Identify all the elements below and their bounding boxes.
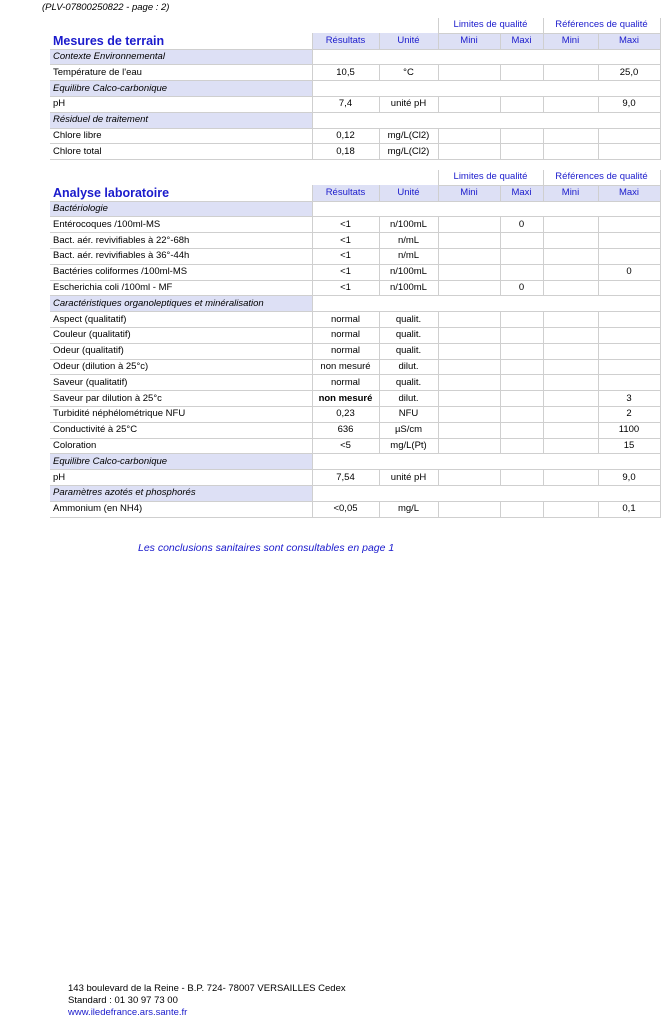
reference-maxi-value xyxy=(598,217,660,233)
table-row xyxy=(50,217,660,233)
section-filler xyxy=(312,485,660,501)
limite-mini-value xyxy=(438,144,500,160)
limite-mini-value xyxy=(438,96,500,112)
table-row xyxy=(50,422,660,438)
section-header-row xyxy=(50,201,660,217)
result-value: 0,12 xyxy=(312,128,379,144)
unit-value: n/mL xyxy=(379,248,438,264)
reference-mini-value xyxy=(543,501,598,517)
parameter-label: Bact. aér. revivifiables à 36°-44h xyxy=(50,248,312,264)
parameter-label: Couleur (qualitatif) xyxy=(50,327,312,343)
title-row xyxy=(50,33,660,49)
unit-value: °C xyxy=(379,65,438,81)
header-spacer xyxy=(50,170,312,185)
limite-maxi-value xyxy=(500,501,543,517)
unit-value: qualit. xyxy=(379,375,438,391)
references-header: Références de qualité xyxy=(543,170,660,185)
section-filler xyxy=(312,454,660,470)
references-header: Références de qualité xyxy=(543,18,660,33)
unit-value: mg/L(Pt) xyxy=(379,438,438,454)
limite-maxi-header: Maxi xyxy=(500,185,543,201)
result-value: <1 xyxy=(312,248,379,264)
limite-maxi-value xyxy=(500,422,543,438)
result-value: normal xyxy=(312,343,379,359)
section-filler xyxy=(312,296,660,312)
limite-mini-value xyxy=(438,312,500,328)
section-filler xyxy=(312,49,660,65)
limite-mini-value xyxy=(438,264,500,280)
quality-header-row xyxy=(50,18,660,33)
table-row xyxy=(50,470,660,486)
parameter-label: Odeur (dilution à 25°c) xyxy=(50,359,312,375)
reference-maxi-value xyxy=(598,280,660,296)
limite-maxi-value xyxy=(500,248,543,264)
reference-mini-header: Mini xyxy=(543,33,598,49)
parameter-label: Turbidité néphélométrique NFU xyxy=(50,406,312,422)
reference-maxi-value: 1100 xyxy=(598,422,660,438)
unit-value: NFU xyxy=(379,406,438,422)
quality-header-row xyxy=(50,170,660,185)
table-row xyxy=(50,128,660,144)
section-header-row xyxy=(50,81,660,97)
result-value: <1 xyxy=(312,280,379,296)
result-value: 7,54 xyxy=(312,470,379,486)
reference-mini-value xyxy=(543,470,598,486)
section-header-row xyxy=(50,485,660,501)
section-header-row xyxy=(50,49,660,65)
limite-mini-value xyxy=(438,470,500,486)
reference-mini-value xyxy=(543,312,598,328)
unit-value: n/100mL xyxy=(379,264,438,280)
section-title: Analyse laboratoire xyxy=(50,185,312,201)
result-value: <1 xyxy=(312,264,379,280)
reference-maxi-value xyxy=(598,233,660,249)
reference-maxi-header: Maxi xyxy=(598,33,660,49)
reference-mini-value xyxy=(543,217,598,233)
reference-mini-value xyxy=(543,280,598,296)
unit-value: dilut. xyxy=(379,391,438,407)
limite-mini-value xyxy=(438,128,500,144)
footer-address: 143 boulevard de la Reine - B.P. 724- 78007 VERSAILLES Cedex xyxy=(68,983,346,994)
reference-mini-value xyxy=(543,391,598,407)
result-value: 7,4 xyxy=(312,96,379,112)
reference-maxi-value: 0 xyxy=(598,264,660,280)
unit-value: qualit. xyxy=(379,343,438,359)
unit-value: qualit. xyxy=(379,312,438,328)
footer xyxy=(68,983,346,1019)
limite-mini-value xyxy=(438,343,500,359)
limite-maxi-value xyxy=(500,327,543,343)
parameter-label: pH xyxy=(50,96,312,112)
reference-maxi-value: 9,0 xyxy=(598,470,660,486)
reference-maxi-value: 3 xyxy=(598,391,660,407)
limite-mini-value xyxy=(438,217,500,233)
limite-mini-header: Mini xyxy=(438,185,500,201)
parameter-label: pH xyxy=(50,470,312,486)
result-value: normal xyxy=(312,312,379,328)
section-header-row xyxy=(50,296,660,312)
labo-table xyxy=(50,170,661,518)
reference-maxi-value xyxy=(598,248,660,264)
limite-mini-value xyxy=(438,501,500,517)
terrain-table xyxy=(50,18,661,160)
limites-header: Limites de qualité xyxy=(438,18,543,33)
result-value: non mesuré xyxy=(312,391,379,407)
reference-maxi-value: 0,1 xyxy=(598,501,660,517)
result-value: 0,23 xyxy=(312,406,379,422)
section-title: Mesures de terrain xyxy=(50,33,312,49)
limite-mini-value xyxy=(438,406,500,422)
section-header-row xyxy=(50,454,660,470)
table-row xyxy=(50,144,660,160)
limite-maxi-value: 0 xyxy=(500,280,543,296)
limite-mini-value xyxy=(438,391,500,407)
result-value: normal xyxy=(312,327,379,343)
unit-value: mg/L xyxy=(379,501,438,517)
parameter-label: Chlore libre xyxy=(50,128,312,144)
unit-value: n/100mL xyxy=(379,280,438,296)
footer-website-link[interactable]: www.iledefrance.ars.sante.fr xyxy=(68,1007,188,1018)
parameter-label: Ammonium (en NH4) xyxy=(50,501,312,517)
reference-mini-value xyxy=(543,406,598,422)
header-spacer xyxy=(50,18,312,33)
reference-maxi-value xyxy=(598,343,660,359)
reference-mini-value xyxy=(543,233,598,249)
limite-maxi-value xyxy=(500,264,543,280)
result-value: non mesuré xyxy=(312,359,379,375)
limite-maxi-value xyxy=(500,438,543,454)
table-row xyxy=(50,65,660,81)
table-row xyxy=(50,233,660,249)
page-reference: (PLV-07800250822 - page : 2) xyxy=(42,2,170,13)
reference-mini-value xyxy=(543,144,598,160)
limite-mini-value xyxy=(438,375,500,391)
table-row xyxy=(50,375,660,391)
limite-mini-value xyxy=(438,233,500,249)
unit-value: qualit. xyxy=(379,327,438,343)
limite-maxi-value xyxy=(500,391,543,407)
limite-mini-value xyxy=(438,327,500,343)
parameter-label: Aspect (qualitatif) xyxy=(50,312,312,328)
table-row xyxy=(50,359,660,375)
table-row xyxy=(50,312,660,328)
table-row xyxy=(50,327,660,343)
limite-mini-value xyxy=(438,65,500,81)
section-name: Contexte Environnemental xyxy=(50,49,312,65)
parameter-label: Escherichia coli /100ml - MF xyxy=(50,280,312,296)
section-filler xyxy=(312,81,660,97)
limite-maxi-value xyxy=(500,96,543,112)
reference-maxi-value: 2 xyxy=(598,406,660,422)
section-name: Paramètres azotés et phosphorés xyxy=(50,485,312,501)
section-name: Caractéristiques organoleptiques et minéralisation xyxy=(50,296,312,312)
limite-maxi-value: 0 xyxy=(500,217,543,233)
reference-mini-value xyxy=(543,327,598,343)
limite-maxi-value xyxy=(500,144,543,160)
table-row xyxy=(50,406,660,422)
reference-mini-value xyxy=(543,248,598,264)
limite-maxi-value xyxy=(500,406,543,422)
conclusion-note: Les conclusions sanitaires sont consultables en page 1 xyxy=(138,542,395,554)
table-row xyxy=(50,96,660,112)
reference-mini-value xyxy=(543,65,598,81)
reference-mini-value xyxy=(543,128,598,144)
limite-maxi-value xyxy=(500,128,543,144)
result-value: <1 xyxy=(312,217,379,233)
limite-maxi-value xyxy=(500,343,543,359)
table-row xyxy=(50,280,660,296)
table-row xyxy=(50,438,660,454)
unit-value: n/mL xyxy=(379,233,438,249)
reference-maxi-value xyxy=(598,375,660,391)
parameter-label: Odeur (qualitatif) xyxy=(50,343,312,359)
reference-mini-value xyxy=(543,375,598,391)
limite-maxi-value xyxy=(500,65,543,81)
section-filler xyxy=(312,112,660,128)
limite-maxi-value xyxy=(500,375,543,391)
reference-mini-value xyxy=(543,359,598,375)
limites-header: Limites de qualité xyxy=(438,170,543,185)
unit-value: dilut. xyxy=(379,359,438,375)
reference-maxi-value xyxy=(598,327,660,343)
limite-maxi-value xyxy=(500,359,543,375)
result-value: 636 xyxy=(312,422,379,438)
table-row xyxy=(50,501,660,517)
result-value: 10,5 xyxy=(312,65,379,81)
parameter-label: Conductivité à 25°C xyxy=(50,422,312,438)
parameter-label: Coloration xyxy=(50,438,312,454)
reference-maxi-value: 9,0 xyxy=(598,96,660,112)
table-row xyxy=(50,264,660,280)
section-name: Equilibre Calco-carbonique xyxy=(50,454,312,470)
section-header-row xyxy=(50,112,660,128)
unit-value: µS/cm xyxy=(379,422,438,438)
reference-maxi-header: Maxi xyxy=(598,185,660,201)
section-name: Equilibre Calco-carbonique xyxy=(50,81,312,97)
unite-header: Unité xyxy=(379,185,438,201)
table-row xyxy=(50,391,660,407)
limite-mini-value xyxy=(438,280,500,296)
parameter-label: Bact. aér. revivifiables à 22°-68h xyxy=(50,233,312,249)
reference-mini-header: Mini xyxy=(543,185,598,201)
unit-value: unité pH xyxy=(379,96,438,112)
header-spacer xyxy=(312,18,438,33)
parameter-label: Saveur (qualitatif) xyxy=(50,375,312,391)
reference-maxi-value xyxy=(598,144,660,160)
unit-value: mg/L(Cl2) xyxy=(379,144,438,160)
header-spacer xyxy=(312,170,438,185)
resultats-header: Résultats xyxy=(312,33,379,49)
limite-mini-value xyxy=(438,248,500,264)
limite-maxi-value xyxy=(500,470,543,486)
result-value: <0,05 xyxy=(312,501,379,517)
reference-maxi-value xyxy=(598,359,660,375)
result-value: normal xyxy=(312,375,379,391)
title-row xyxy=(50,185,660,201)
limite-mini-value xyxy=(438,422,500,438)
parameter-label: Entérocoques /100ml-MS xyxy=(50,217,312,233)
section-name: Résiduel de traitement xyxy=(50,112,312,128)
reference-maxi-value: 15 xyxy=(598,438,660,454)
parameter-label: Température de l'eau xyxy=(50,65,312,81)
limite-mini-value xyxy=(438,359,500,375)
limite-mini-value xyxy=(438,438,500,454)
result-value: <5 xyxy=(312,438,379,454)
reference-mini-value xyxy=(543,264,598,280)
section-filler xyxy=(312,201,660,217)
table-row xyxy=(50,248,660,264)
unit-value: n/100mL xyxy=(379,217,438,233)
unite-header: Unité xyxy=(379,33,438,49)
footer-phone: Standard : 01 30 97 73 00 xyxy=(68,995,178,1006)
reference-mini-value xyxy=(543,343,598,359)
parameter-label: Saveur par dilution à 25°c xyxy=(50,391,312,407)
resultats-header: Résultats xyxy=(312,185,379,201)
limite-maxi-value xyxy=(500,233,543,249)
section-name: Bactériologie xyxy=(50,201,312,217)
unit-value: unité pH xyxy=(379,470,438,486)
reference-maxi-value xyxy=(598,312,660,328)
reference-mini-value xyxy=(543,96,598,112)
limite-maxi-value xyxy=(500,312,543,328)
parameter-label: Chlore total xyxy=(50,144,312,160)
limite-maxi-header: Maxi xyxy=(500,33,543,49)
limite-mini-header: Mini xyxy=(438,33,500,49)
unit-value: mg/L(Cl2) xyxy=(379,128,438,144)
reference-mini-value xyxy=(543,422,598,438)
reference-maxi-value: 25,0 xyxy=(598,65,660,81)
result-value: 0,18 xyxy=(312,144,379,160)
result-value: <1 xyxy=(312,233,379,249)
reference-maxi-value xyxy=(598,128,660,144)
table-row xyxy=(50,343,660,359)
reference-mini-value xyxy=(543,438,598,454)
parameter-label: Bactéries coliformes /100ml-MS xyxy=(50,264,312,280)
